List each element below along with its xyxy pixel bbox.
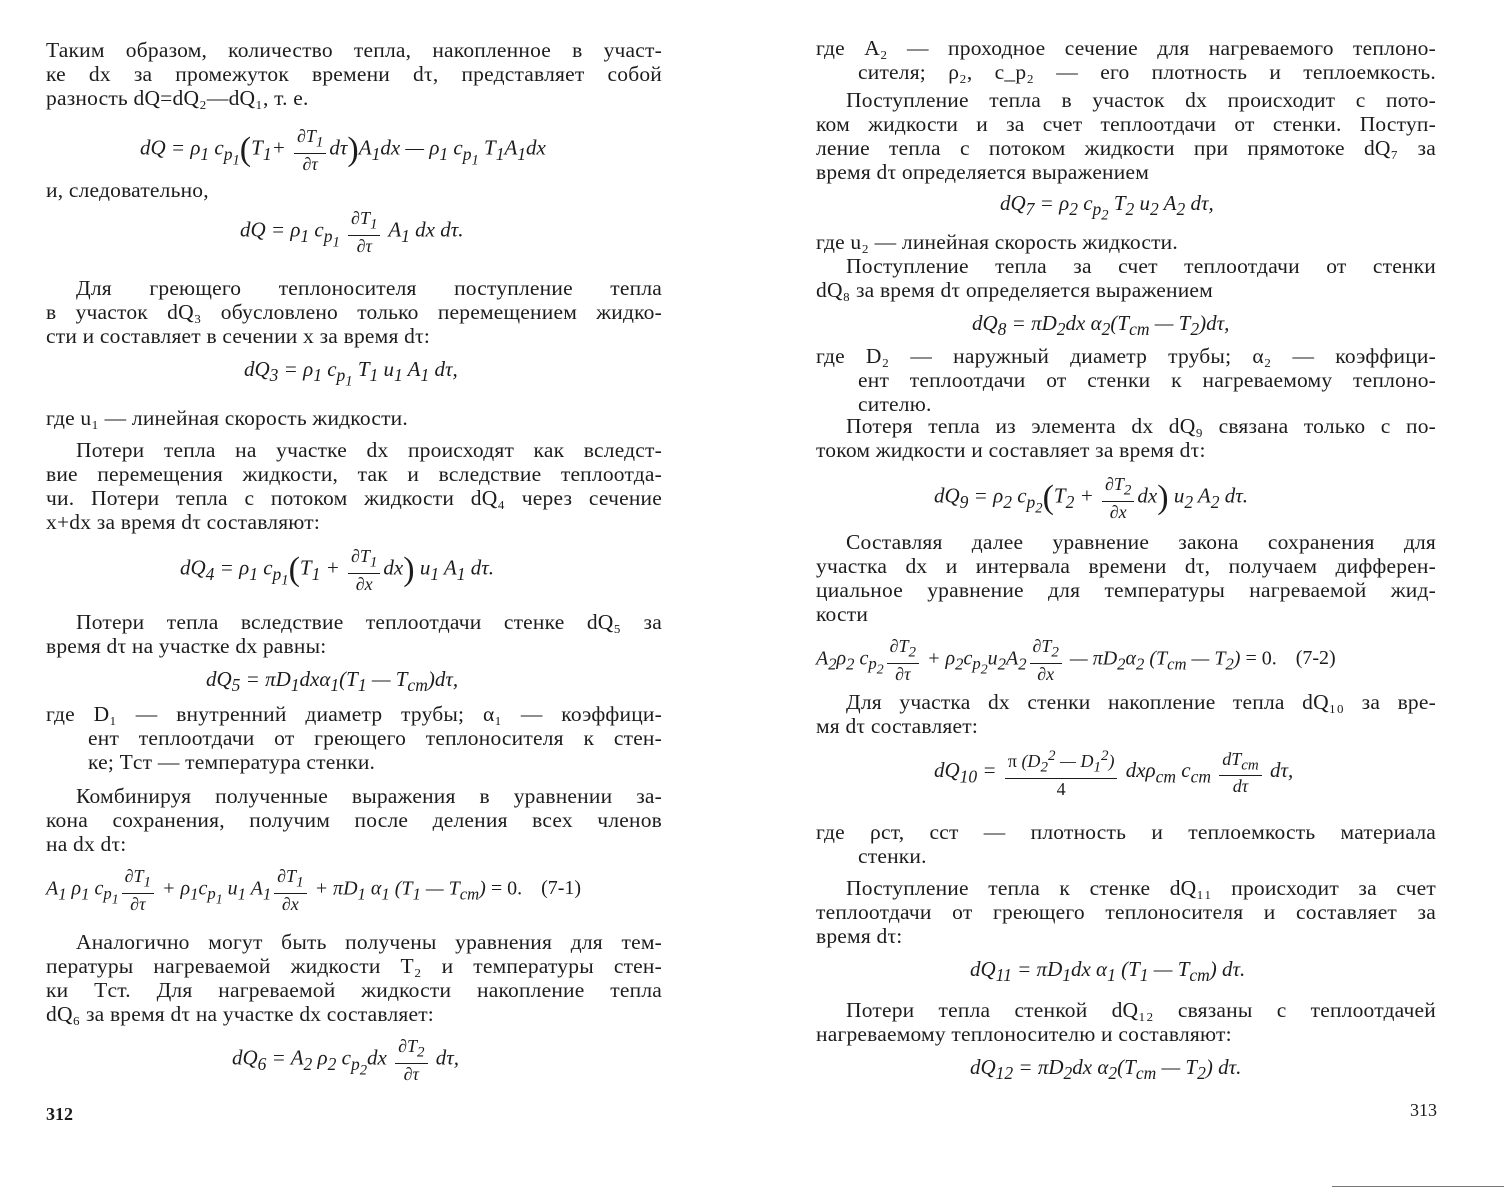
right-p7-line2: участка dx и интервала времени dτ, получаем дифферен- bbox=[816, 554, 1436, 578]
right-p1-line2: сителя; ρ₂, c_p₂ — его плотность и теплоемкость. bbox=[858, 60, 1436, 84]
bottom-edge-line bbox=[1332, 1186, 1504, 1187]
right-p2-line3: ление тепла с потоком жидкости при прямотоке dQ₇ за bbox=[816, 136, 1436, 160]
left-p5-line2: вие перемещения жидкости, так и вследствие теплоотда- bbox=[46, 462, 662, 486]
left-equation-6-number: (7-1) bbox=[541, 877, 582, 900]
left-p6-line2: время dτ на участке dx равны: bbox=[46, 634, 327, 658]
right-p4-line1: Поступление тепла за счет теплоотдачи от стенки bbox=[846, 254, 1436, 278]
left-p7-line1: где D₁ — внутренний диаметр трубы; α₁ — коэффици- bbox=[46, 702, 662, 726]
left-p2: и, следовательно, bbox=[46, 178, 209, 202]
right-p8-line1: Для участка dx стенки накопление тепла dQ₁₀ за вре- bbox=[846, 690, 1436, 714]
right-equation-6: $dQ_{11} = \pi D_1dx$ $\alpha_1$ ($T_1$ — $T_{ст}$) dτ. bbox=[970, 957, 1246, 986]
right-p2-line1: Поступление тепла в участок dx происходит с пото- bbox=[846, 88, 1436, 112]
right-equation-7: $dQ_{12} = \pi D_2dx$ $\alpha_2(T_{ст}$ — $T_2$) dτ. bbox=[970, 1055, 1242, 1084]
left-p5-line1: Потери тепла на участке dx происходят как вследст- bbox=[76, 438, 662, 462]
left-equation-6: $A_1$ $\rho_1$ $c_{p_1}$ $\frac{\partial T_1}{\partial\tau}$ + $\rho_1c_{p_1}$ $u_1$ $A_1$ $\frac{\partial T_1}{\partial x}$ + $\pi D_1$ $\alpha_1$ ($T_1$ — $T_{ст}) = 0$. (7-1) bbox=[46, 866, 582, 914]
left-equation-7: $dQ_6 = A_2$ $\rho_2$ $c_{p_2}dx$ $\frac{\partial T_2}{\partial\tau}$ dτ, bbox=[232, 1036, 460, 1084]
right-p5-line3: сителю. bbox=[858, 392, 932, 416]
right-p1-line1: где A₂ — проходное сечение для нагреваемого теплоно- bbox=[816, 36, 1436, 60]
left-p5-line3: чи. Потери тепла с потоком жидкости dQ₄ через сечение bbox=[46, 486, 662, 510]
left-p8-line3: на dx dτ: bbox=[46, 832, 127, 856]
right-p9-line2: стенки. bbox=[858, 844, 927, 868]
right-p6-line1: Потеря тепла из элемента dx dQ₉ связана только с по- bbox=[846, 414, 1436, 438]
left-p1-line2: ке dx за промежуток времени dτ, представляет собой bbox=[46, 62, 662, 86]
right-equation-2: $dQ_8 = \pi D_2dx$ $\alpha_2(T_{ст}$ — $T_2)d\tau$, bbox=[972, 311, 1230, 340]
right-page-number: 313 bbox=[1410, 1100, 1437, 1120]
left-p9-line3: ки Tст. Для нагреваемой жидкости накопление тепла bbox=[46, 978, 662, 1002]
left-p7-line3: ке; Tст — температура стенки. bbox=[88, 750, 376, 774]
left-p8-line1: Комбинируя полученные выражения в уравнении за- bbox=[76, 784, 662, 808]
left-p3-line3: сти и составляет в сечении x за время dτ: bbox=[46, 324, 431, 348]
left-p3-line1: Для греющего теплоносителя поступление тепла bbox=[76, 276, 662, 300]
left-equation-5: $dQ_5 = \pi D_1dx\alpha_1(T_1$ — $T_{ст})d\tau$, bbox=[206, 667, 459, 696]
right-p10-line2: теплоотдачи от греющего теплоносителя и составляет за bbox=[816, 900, 1436, 924]
right-p5-line2: ент теплоотдачи от стенки к нагреваемому теплоно- bbox=[858, 368, 1436, 392]
left-p8-line2: кона сохранения, получим после деления всех членов bbox=[46, 808, 662, 832]
left-p9-line1: Аналогично могут быть получены уравнения для тем- bbox=[76, 930, 662, 954]
right-equation-1: $dQ_7 = \rho_2$ $c_{p_2}$ $T_2$ $u_2$ $A_2$ dτ, bbox=[1000, 191, 1214, 224]
right-p7-line1: Составляя далее уравнение закона сохранения для bbox=[846, 530, 1436, 554]
right-p2-line4: время dτ определяется выражением bbox=[816, 160, 1150, 184]
right-p11-line1: Потери тепла стенкой dQ₁₂ связаны с теплоотдачей bbox=[846, 998, 1436, 1022]
right-p5-line1: где D₂ — наружный диаметр трубы; α₂ — коэффици- bbox=[816, 344, 1436, 368]
left-p5-line4: x+dx за время dτ составляют: bbox=[46, 510, 321, 534]
left-p4: где u₁ — линейная скорость жидкости. bbox=[46, 406, 408, 430]
left-page-number: 312 bbox=[46, 1104, 73, 1124]
right-p7-line4: кости bbox=[816, 602, 869, 626]
left-p3-line2: в участок dQ₃ обусловлено только перемещением жидко- bbox=[46, 300, 662, 324]
left-p9-line2: пературы нагреваемой жидкости T₂ и температуры стен- bbox=[46, 954, 662, 978]
left-p1-line1: Таким образом, количество тепла, накопленное в участ- bbox=[46, 38, 662, 62]
right-p2-line2: ком жидкости и за счет теплоотдачи от стенки. Поступ- bbox=[816, 112, 1436, 136]
right-p10-line3: время dτ: bbox=[816, 924, 903, 948]
right-p9-line1: где ρст, cст — плотность и теплоемкость материала bbox=[816, 820, 1436, 844]
right-page bbox=[752, 0, 1504, 1190]
left-p1-line3: разность dQ=dQ₂—dQ₁, т. е. bbox=[46, 86, 309, 110]
right-equation-4-number: (7-2) bbox=[1295, 647, 1336, 670]
right-equation-5: $dQ_{10}$ = $\frac{\pi (D_2^2 — D_1^2)}{4}$ dxρ$_{ст}$ $c_{ст}$ $\frac{dT_{ст}}{d\tau}$ dτ, bbox=[934, 748, 1294, 799]
right-p8-line2: мя dτ составляет: bbox=[816, 714, 979, 738]
right-equation-4: $A_2\rho_2$ $c_{p_2}$ $\frac{\partial T_2}{\partial\tau}$ + $\rho_2c_{p_2}u_2A_2$ $\frac{\partial T_2}{\partial x}$ — $\pi D_2\alpha_2$ ($T_{ст}$ — $T_2) = 0$. (7-2) bbox=[816, 636, 1336, 684]
left-equation-1: dQ = $\rho_1$ $c_{p_1}(T_1+$ $\frac{\partial T_1}{\partial\tau}$ $d\tau)A_1dx$ — $\rho_1$ $c_{p_1}$ $T_1A_1dx$ bbox=[140, 126, 546, 174]
right-equation-3: $dQ_9 = \rho_2$ $c_{p_2}(T_2$ + $\frac{\partial T_2}{\partial x}$ dx) $u_2$ $A_2$ dτ. bbox=[934, 474, 1249, 522]
left-equation-4: $dQ_4 = \rho_1$ $c_{p_1}(T_1$ + $\frac{\partial T_1}{\partial x}$ dx) $u_1$ $A_1$ dτ. bbox=[180, 546, 495, 594]
right-p11-line2: нагреваемому теплоносителю и составляют: bbox=[816, 1022, 1232, 1046]
right-p6-line2: током жидкости и составляет за время dτ: bbox=[816, 438, 1206, 462]
right-p4-line2: dQ₈ за время dτ определяется выражением bbox=[816, 278, 1213, 302]
left-equation-2: dQ = $\rho_1$ $c_{p_1}$ $\frac{\partial T_1}{\partial\tau}$ $A_1$ dx dτ. bbox=[240, 208, 464, 256]
right-p10-line1: Поступление тепла к стенке dQ₁₁ происходит за счет bbox=[846, 876, 1436, 900]
right-p7-line3: циальное уравнение для температуры нагреваемой жид- bbox=[816, 578, 1436, 602]
left-p9-line4: dQ₆ за время dτ на участке dx составляет: bbox=[46, 1002, 434, 1026]
left-equation-3: $dQ_3 = \rho_1$ $c_{p_1}$ $T_1$ $u_1$ $A_1$ dτ, bbox=[244, 357, 458, 390]
right-p3: где u₂ — линейная скорость жидкости. bbox=[816, 230, 1178, 254]
left-p7-line2: ент теплоотдачи от греющего теплоносителя к стен- bbox=[88, 726, 662, 750]
left-p6-line1: Потери тепла вследствие теплоотдачи стенке dQ₅ за bbox=[76, 610, 662, 634]
